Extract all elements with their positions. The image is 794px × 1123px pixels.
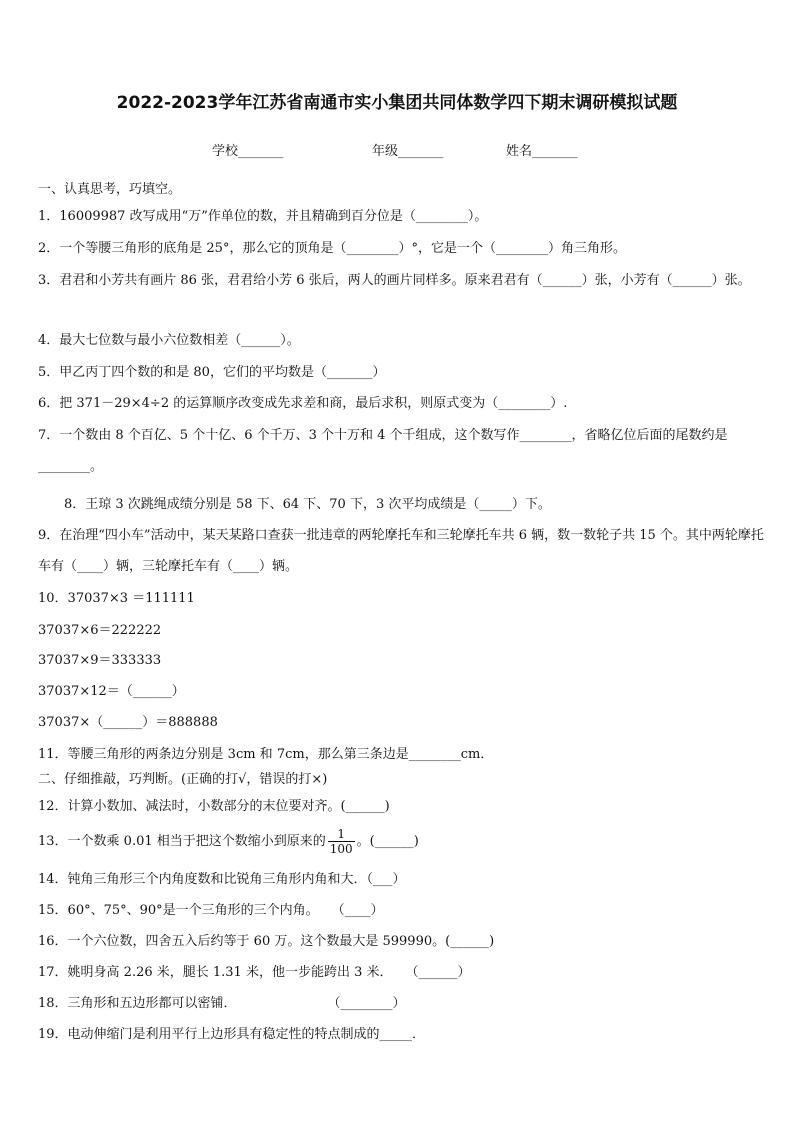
student-info-row [0, 140, 794, 160]
section-1-heading: 一、认真思考，巧填空。 [38, 182, 182, 197]
question-3: 3．君君和小芳共有画片 86 张，君君给小芳 6 张后，两人的画片同样多。原来君君有（______）张，小芳有（______）张。 [38, 273, 751, 288]
fraction-numerator: 1 [328, 827, 355, 842]
question-8: 8．王琼 3 次跳绳成绩分别是 58 下、64 下、70 下，3 次平均成绩是（_____）下。 [64, 497, 551, 512]
question-10-line-1: 10．37037×3 ＝111111 [38, 591, 195, 606]
question-11: 11．等腰三角形的两条边分别是 3cm 和 7cm，那么第三条边是________cm． [38, 747, 494, 762]
question-13-answer: 。(______) [356, 834, 419, 849]
question-16: 16．一个六位数，四舍五入后约等于 60 万。这个数最大是 599990。(______) [38, 934, 495, 949]
question-9: 9．在治理“四小车”活动中，某天某路口查获一批违章的两轮摩托车和三轮摩托车共 6 辆，数一数轮子共 15 个。其中两轮摩托车有（____）辆，三轮摩托车有（____）辆。 [38, 528, 764, 574]
grade-field[interactable]: 年级_______ [372, 144, 444, 159]
question-18: 18．三角形和五边形都可以密铺． （________） [38, 996, 406, 1011]
question-13-text: 13．一个数乘 0.01 相当于把这个数缩小到原来的 [38, 834, 326, 849]
page-title: 2022-2023学年江苏省南通市实小集团共同体数学四下期末调研模拟试题 [116, 93, 678, 113]
name-field[interactable]: 姓名_______ [506, 144, 578, 159]
question-13 [38, 826, 768, 858]
question-1: 1．16009987 改写成用“万”作单位的数，并且精确到百分位是（________）。 [38, 209, 488, 224]
school-field[interactable]: 学校_______ [212, 144, 284, 159]
question-4: 4．最大七位数与最小六位数相差（______）。 [38, 333, 300, 348]
question-10-line-2: 37037×6＝222222 [38, 623, 162, 638]
fraction-one-hundredth [328, 827, 355, 856]
fraction-denominator: 100 [329, 842, 353, 856]
question-2: 2．一个等腰三角形的底角是 25°，那么它的顶角是（________）°，它是一个（________）角三角形。 [38, 241, 626, 256]
question-19: 19．电动伸缩门是利用平行上边形具有稳定性的特点制成的_____． [38, 1027, 426, 1042]
section-2-heading: 二、仔细推敲，巧判断。(正确的打√，错误的打×) [38, 772, 328, 787]
question-15: 15．60°、75°、90°是一个三角形的三个内角。 （____） [38, 903, 384, 918]
question-5: 5．甲乙丙丁四个数的和是 80，它们的平均数是（_______） [38, 365, 386, 380]
question-10-line-4: 37037×12＝（______） [38, 684, 185, 699]
question-10-line-5: 37037×（______）＝888888 [38, 715, 218, 730]
question-10-line-3: 37037×9＝333333 [38, 653, 162, 668]
question-14: 14．钝角三角形三个内角度数和比锐角三角形内角和大．（___） [38, 872, 406, 887]
question-7: 7．一个数由 8 个百亿、5 个十亿、6 个千万、3 个十万和 4 个千组成，这个数写作________，省略亿位后面的尾数约是________。 [38, 428, 728, 474]
question-6: 6．把 371－29×4÷2 的运算顺序改变成先求差和商，最后求积，则原式变为（________）. [38, 396, 568, 411]
question-12: 12．计算小数加、减法时，小数部分的末位要对齐。(______) [38, 799, 390, 814]
question-17: 17．姚明身高 2.26 米，腿长 1.31 米，他一步能跨出 3 米． （______） [38, 965, 471, 980]
